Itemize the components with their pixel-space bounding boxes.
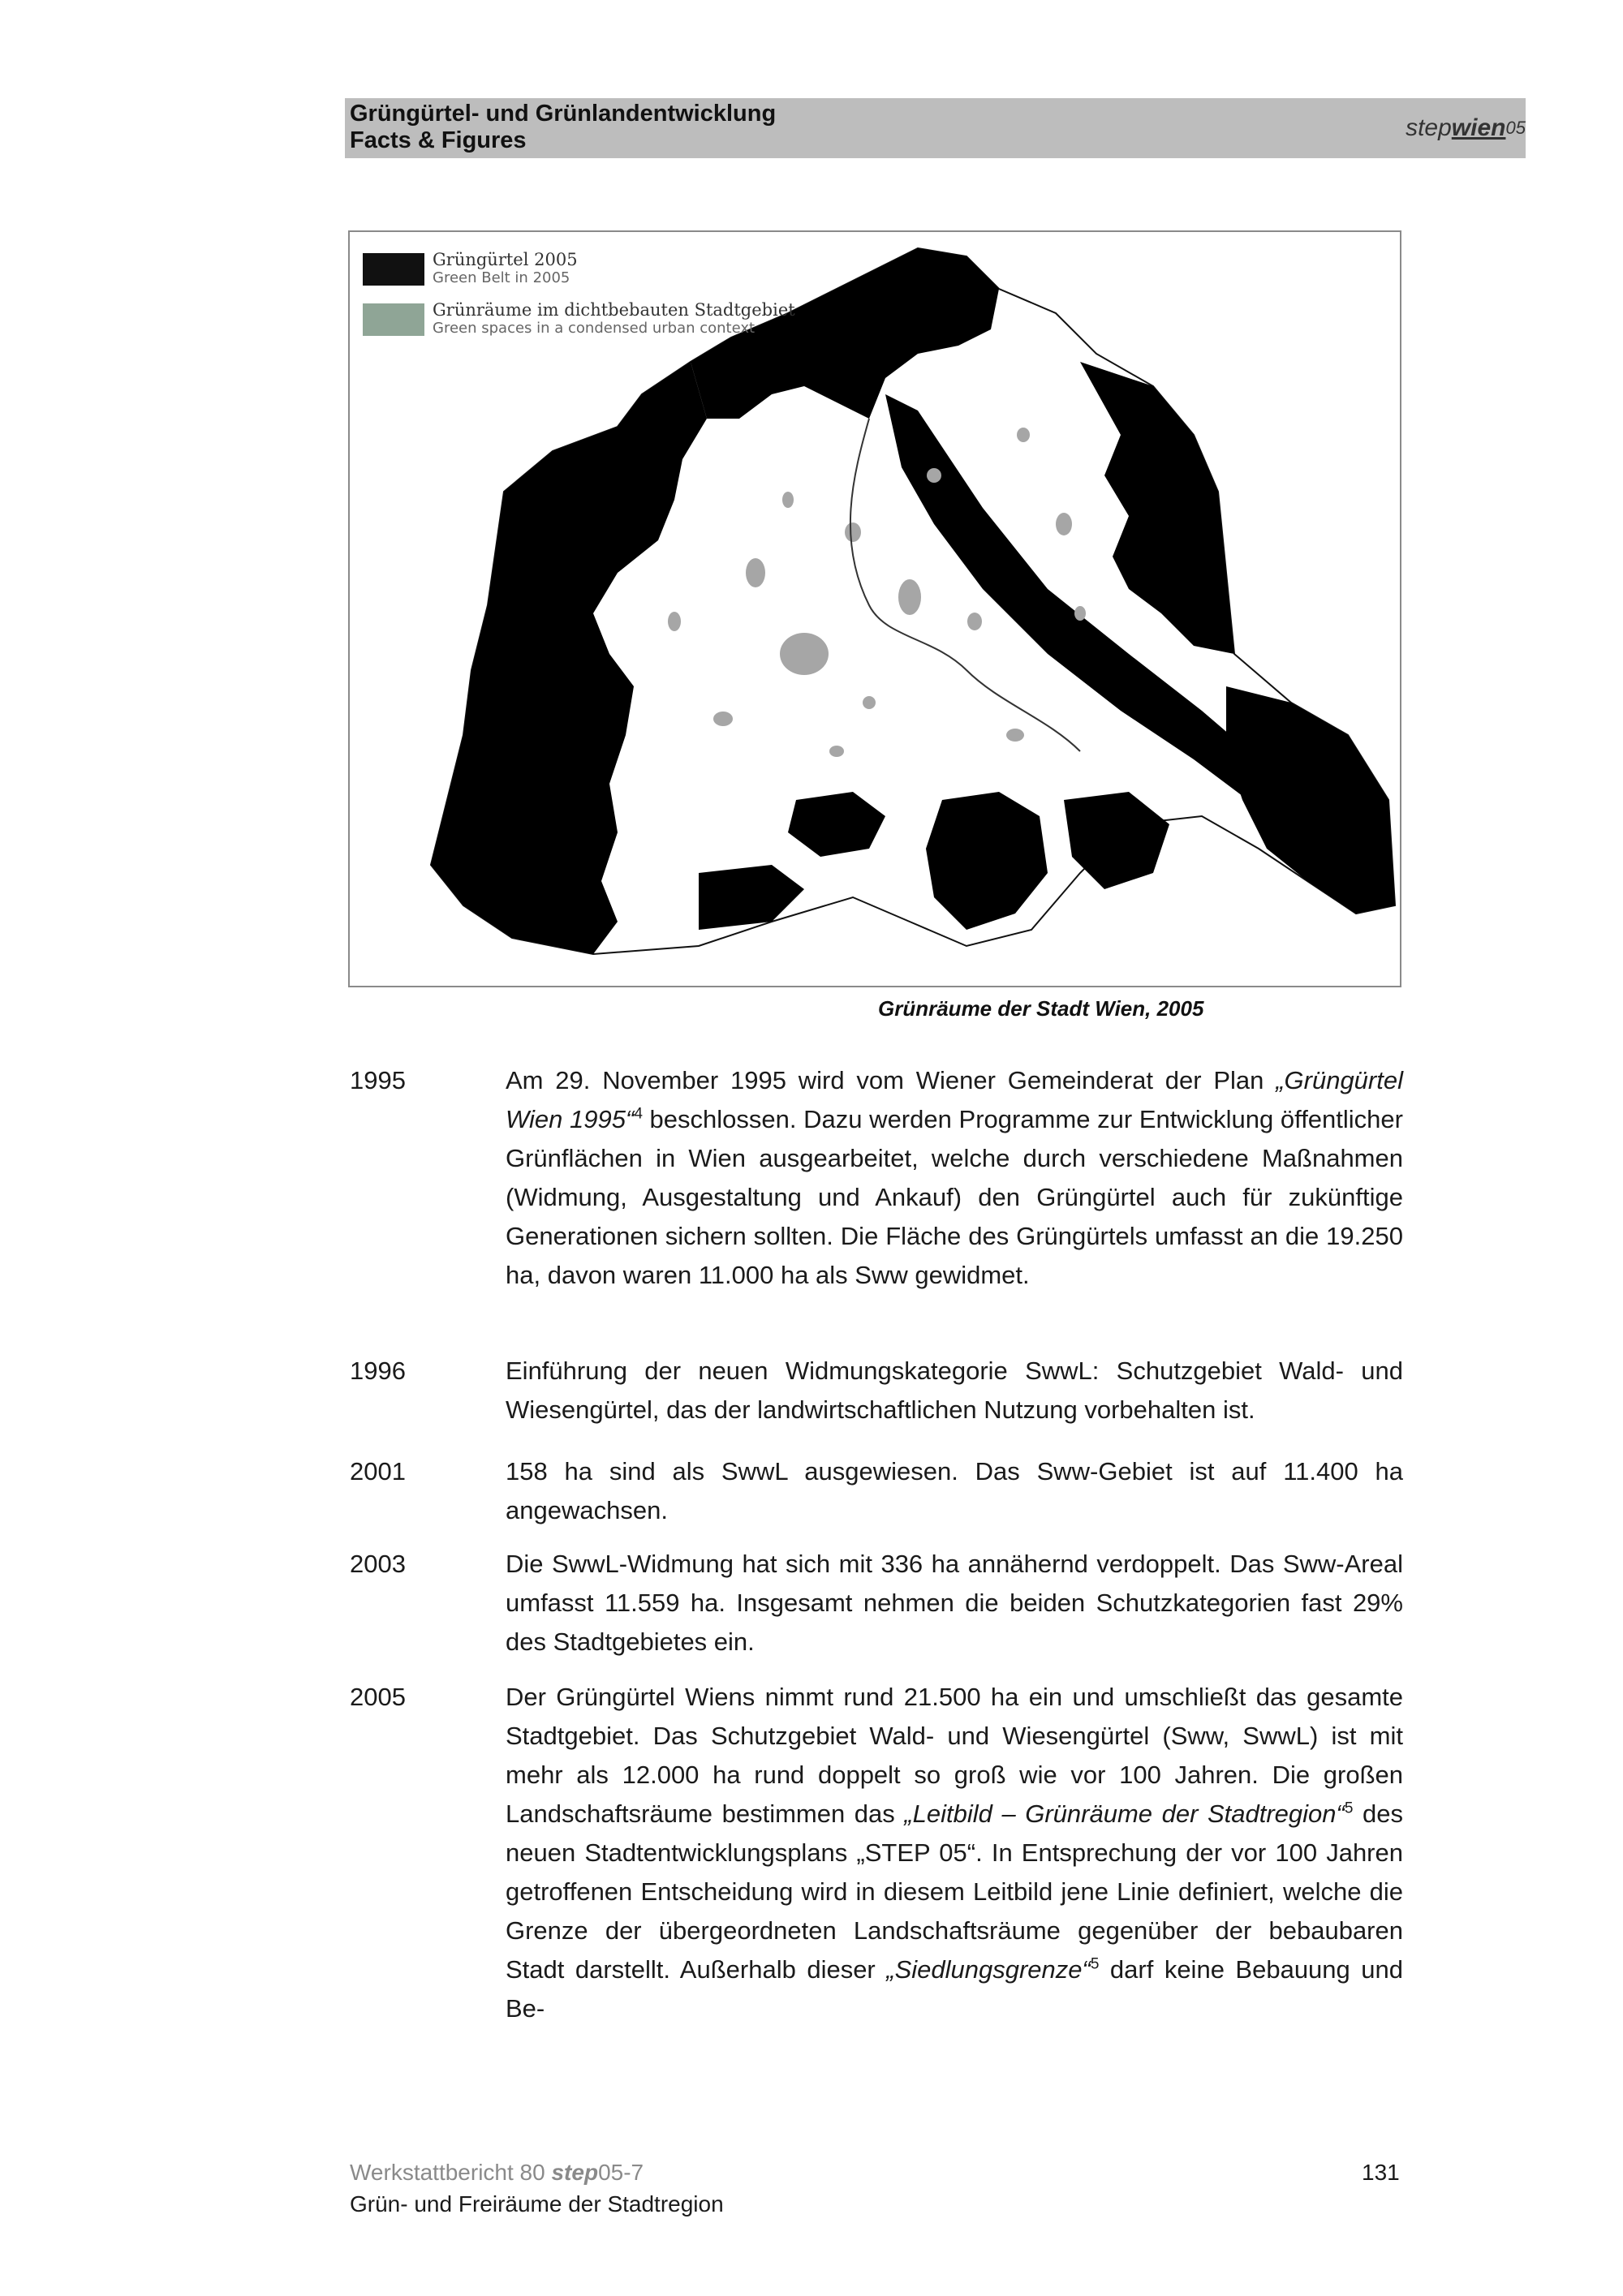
map-caption: Grünräume der Stadt Wien, 2005 [878, 996, 1204, 1021]
entry-text: Einführung der neuen Widmungskategorie SwwL: Schutzgebiet Wald- und Wiesengürtel, das der landwirtschaftlichen Nutzung vorbehalten ist. [506, 1357, 1403, 1424]
green-space-patch [863, 696, 876, 709]
green-space-patch [1006, 729, 1024, 742]
green-space-patch [927, 468, 941, 483]
green-space-patch [967, 613, 982, 630]
entry-year: 2003 [350, 1550, 406, 1578]
green-space-patch [780, 633, 829, 675]
green-space-patch [746, 558, 765, 587]
legend-swatch-gray [363, 303, 424, 336]
legend-subtitle: Green spaces in a condensed urban context [433, 320, 756, 337]
entry-text: Der Grüngürtel Wiens nimmt rund 21.500 ha ein und umschließt das gesamte Stadtgebiet. Das Schutzgebiet Wald- und Wiesengürtel (Sww, SwwL) ist mit mehr als 12.000 ha rund doppelt so groß wie vor 100 Jahren. Die großen Landschaftsräume bestimmen das „Leitbild – Grünräume der Stadtregion“$^5$ des neuen Stadtentwicklungsplans „STEP 05“. In Entsprechung der vor 100 Jahren getroffenen Entscheidung wird in diesem Leitbild jene Linie definiert, welche die Grenze der übergeordneten Landschaftsräume gegenüber der bebaubaren Stadt darstellt. Außerhalb dieser „Siedlungsgrenze“$^5$ darf keine Bebauung und Be- [506, 1683, 1403, 2023]
entry-year: 2005 [350, 1683, 406, 1711]
page-number: 131 [1362, 2160, 1400, 2185]
legend-title: Grünräume im dichtbebauten Stadtgebiet [433, 300, 795, 320]
green-belt-east [1226, 686, 1395, 914]
green-space-patch [845, 522, 861, 542]
stepwien-logo: step wien 05 [1406, 114, 1526, 141]
entry-year: 2001 [350, 1457, 406, 1486]
entry-year: 1996 [350, 1357, 406, 1385]
green-space-patch [1017, 428, 1030, 442]
green-space-patch [668, 612, 681, 631]
legend-title: Grüngürtel 2005 [433, 250, 578, 269]
map-graphic [350, 232, 1400, 986]
green-space-patch [713, 712, 733, 726]
vienna-green-space-map [348, 230, 1401, 987]
legend-subtitle: Green Belt in 2005 [433, 269, 570, 286]
green-space-patch [1056, 513, 1072, 535]
entry-text: Am 29. November 1995 wird vom Wiener Gemeinderat der Plan „Grüngürtel Wien 1995“$^4$ beschlossen. Dazu werden Programme zur Entwicklung öffentlicher Grünflächen in Wien ausgearbeitet, welche durch verschiedene Maßnahmen (Widmung, Ausgestaltung und Ankauf) den Grüngürtel auch für zukünftige Generationen sichern sollten. Die Fläche des Grüngürtels umfasst an die 19.250 ha, davon waren 11.000 ha als Sww gewidmet. [506, 1066, 1403, 1289]
entry-text: 158 ha sind als SwwL ausgewiesen. Das Sww-Gebiet ist auf 11.400 ha angewachsen. [506, 1457, 1403, 1524]
footer-report: Werkstattbericht 80 step05-7 [350, 2160, 644, 2185]
green-space-patch [898, 579, 921, 615]
legend-swatch-black [363, 253, 424, 286]
header-subtitle: Facts & Figures [350, 127, 527, 153]
entry-text: Die SwwL-Widmung hat sich mit 336 ha annähernd verdoppelt. Das Sww-Areal umfasst 11.559 ha. Insgesamt nehmen die beiden Schutzkategorien fast 29% des Stadtgebietes ein. [506, 1550, 1403, 1656]
page-header [345, 98, 1526, 158]
entry-year: 1995 [350, 1066, 406, 1094]
footer-subtitle: Grün- und Freiräume der Stadtregion [350, 2191, 724, 2216]
green-space-patch [829, 746, 844, 757]
green-space-patch [782, 492, 794, 508]
header-title: Grüngürtel- und Grünlandentwicklung [350, 101, 777, 127]
green-space-patch [1074, 606, 1086, 621]
